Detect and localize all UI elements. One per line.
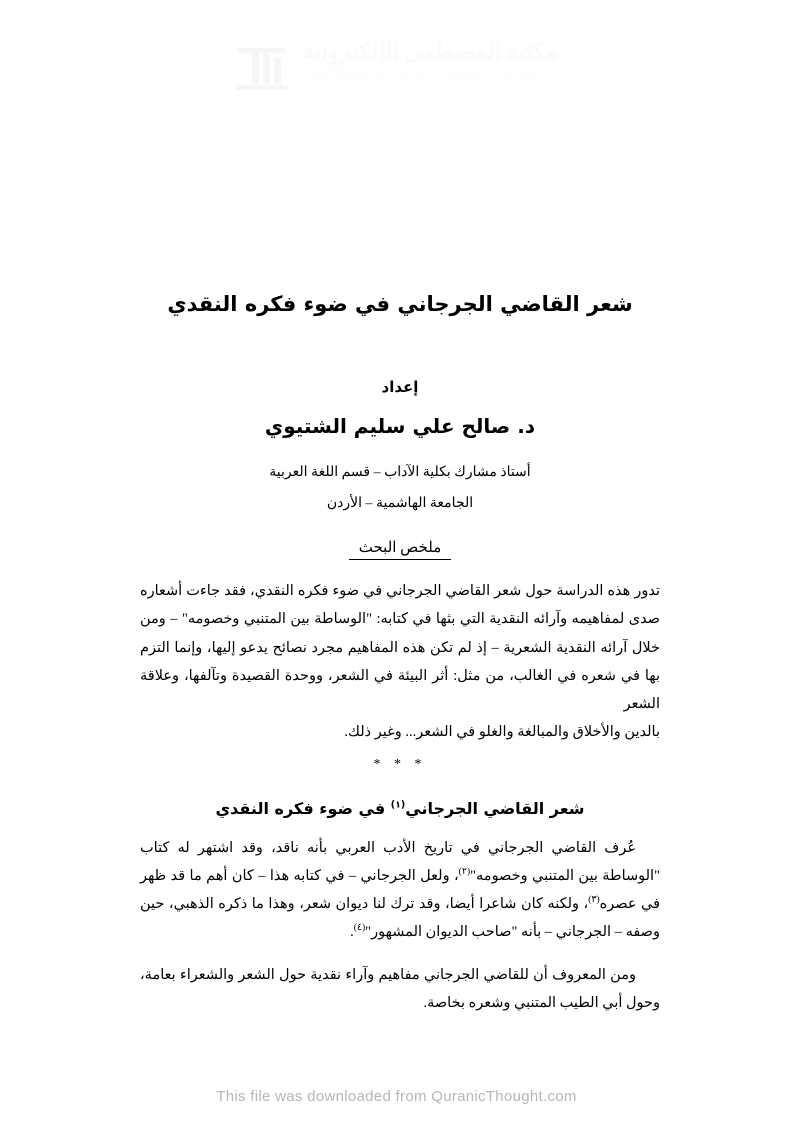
abstract-last-line: بالدين والأخلاق والمبالغة والغلو في الشعر... وغير ذلك. [344,724,660,741]
watermark [0,24,793,110]
abstract-heading-label: ملخص البحث [349,538,452,560]
watermark-english-title: AL-MOSTAFA ELECTRONIC LIBRARY [309,66,552,82]
body-p1-segment-c: ، ولكنه كان شاعرا أيضا، وقد ترك لنا ديوان شعر، وهذا ما ذكره الذهبي، حين وصفه – الجرجاني – بأنه "صاحب الديوان المشهور" [140,896,660,941]
section-separator: * * * [373,756,427,772]
document-content [140,292,660,1017]
watermark-arabic-title: مكتبة المصطفى الإلكترونية [302,39,559,65]
section-heading-part2: في ضوء فكره النقدي [215,798,386,818]
footnote-marker-4[interactable]: (٤) [353,923,366,934]
author-affiliation-department: أستاذ مشارك بكلية الآداب – قسم اللغة العربية [269,465,531,480]
body-p1-segment-d: . [350,924,354,941]
footnote-marker-3[interactable]: (٣) [588,895,600,906]
abstract-heading [140,538,660,560]
download-source-footer: This file was downloaded from QuranicThought.com [216,1088,577,1105]
body-paragraph-1 [140,834,660,947]
footnote-marker-1[interactable]: (١) [390,799,406,811]
body-text [140,834,660,1018]
body-paragraph-2: ومن المعروف أن للقاضي الجرجاني مفاهيم وآراء نقدية حول الشعر والشعراء بعامة، وحول أبي الطيب المتنبي وشعره بخاصة. [140,966,660,1011]
author-affiliation-university: الجامعة الهاشمية – الأردن [326,496,474,511]
footnote-marker-2[interactable]: (٢) [458,867,471,878]
abstract-paragraph: تدور هذه الدراسة حول شعر القاضي الجرجاني في ضوء فكره النقدي، فقد جاءت أشعاره صدى لمفاهيمه وآرائه النقدية التي بثها في كتابه: "الوساطة بين المتنبي وخصومه" – ومن خلال آرائه النقدية الشعرية – إذ لم تكن هذه المفاهيم مجرد نصائح يدعو إليها، وإنما التزم بها في شعره في الغالب، من مثل: أثر البيئة في الشعر، ووحدة القصيدة وتآلفها، وعلاقة الشعر [140,583,660,713]
library-columns-icon [235,40,289,94]
page-title: شعر القاضي الجرجاني في ضوء فكره النقدي [167,292,633,316]
section-heading-part1: شعر القاضي الجرجاني [405,798,585,818]
body-p1-segment-a: عُرف القاضي الجرجاني في تاريخ الأدب العربي بأنه ناقد، وقد اشتهر له كتاب "الوساطة بين المتنبي وخصومه" [140,839,661,884]
body-p1-segment-b: ، ولعل الجرجاني – في كتابه هذا – كان أهم ما قد ظهر في عصره [140,867,661,913]
watermark-english-subtitle: for islamic and arabic books [355,82,506,95]
watermark-text [303,38,559,95]
section-heading [140,799,660,818]
author-name: د. صالح علي سليم الشتيوي [264,414,536,438]
prepared-by-label: إعداد [381,378,419,396]
abstract-body [140,577,660,747]
